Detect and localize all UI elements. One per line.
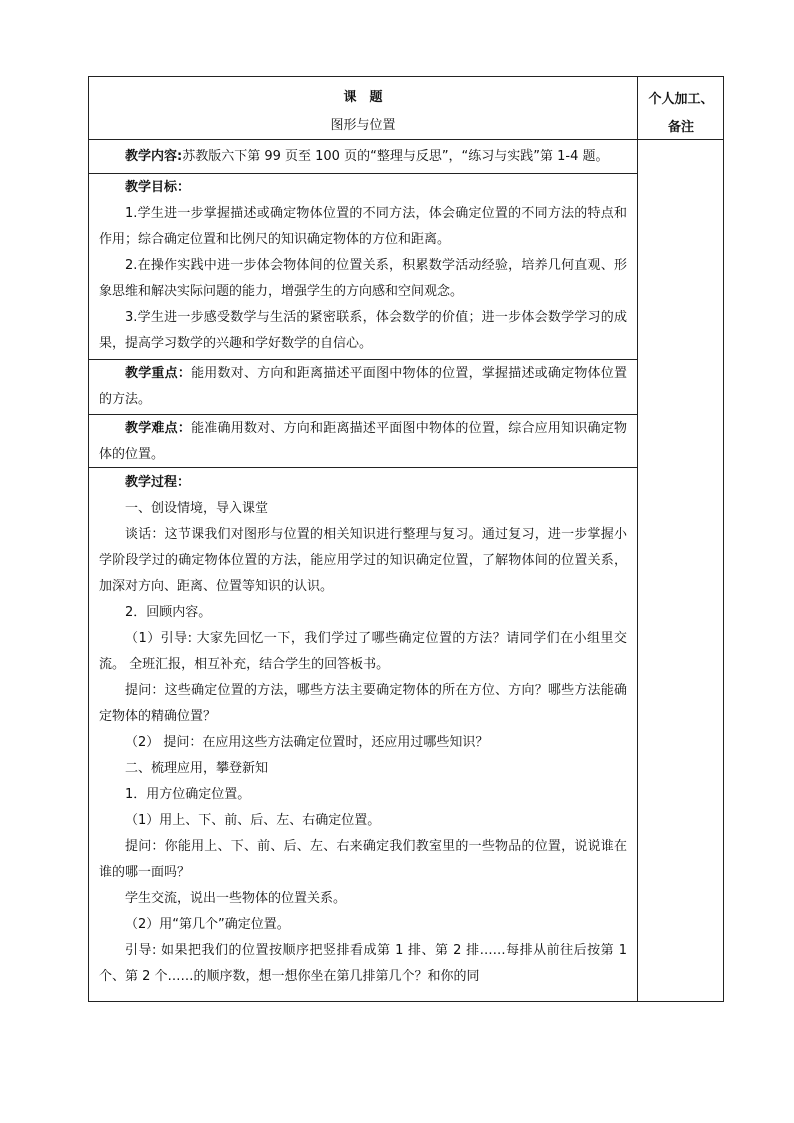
goals-label: 教学目标：: [125, 180, 191, 195]
course-title: 图形与位置: [330, 118, 396, 133]
row-divider: [89, 467, 637, 468]
difficulty-cell: [89, 416, 637, 468]
process-label: 教学过程：: [125, 475, 191, 490]
row-divider: [89, 414, 637, 415]
process-paragraph: 二、梳理应用，攀登新知: [125, 761, 269, 776]
goals-cell: [89, 175, 637, 357]
process-paragraph: 1．用方位确定位置。: [125, 787, 251, 802]
content-label: 教学内容:: [125, 149, 183, 164]
side-header-label-1: 个人加工、: [648, 92, 714, 107]
difficulty-label: 教学难点：: [125, 421, 192, 436]
row-divider: [637, 139, 724, 140]
process-paragraph: 学生交流，说出一些物体的位置关系。: [125, 891, 347, 906]
lesson-plan-table: [88, 76, 724, 1002]
process-paragraph: 一、创设情境，导入课堂: [125, 501, 269, 516]
goal-item: 3.学生进一步感受数学与生活的紧密联系，体会数学的价值；进一步体会数学学习的成果，提高学习数学的兴趣和学好数学的自信心。: [99, 310, 627, 351]
goal-item: 1.学生进一步掌握描述或确定物体位置的不同方法，体会确定位置的不同方法的特点和作用；综合确定位置和比例尺的知识确定物体的方位和距离。: [99, 206, 627, 247]
row-divider: [89, 139, 637, 140]
process-paragraph: 引导: 如果把我们的位置按顺序把竖排看成第 1 排、第 2 排……每排从前往后按第 1 个、第 2 个……的顺序数，想一想你坐在第几排第几个？和你的同: [99, 943, 627, 984]
course-label: 课 题: [343, 90, 383, 105]
key-point-text: 能用数对、方向和距离描述平面图中物体的位置，掌握描述或确定物体位置的方法。: [99, 366, 627, 407]
row-divider: [89, 359, 637, 360]
process-paragraph: 谈话：这节课我们对图形与位置的相关知识进行整理与复习。通过复习，进一步掌握小学阶段学过的确定物体位置的方法，能应用学过的知识确定位置，了解物体间的位置关系，加深对方向、距离、位置等知识的认识。: [99, 527, 627, 594]
key-point-label: 教学重点：: [125, 366, 192, 381]
side-header-label-2: 备注: [667, 120, 694, 135]
process-paragraph: （2） 提问：在应用这些方法确定位置时，还应用过哪些知识？: [125, 735, 489, 750]
process-paragraph: 提问：你能用上、下、前、后、左、右来确定我们教室里的一些物品的位置，说说谁在谁的哪一面吗？: [99, 839, 627, 880]
process-paragraph: （1）引导: 大家先回忆一下，我们学过了哪些确定位置的方法？请同学们在小组里交流。 全班汇报，相互补充，结合学生的回答板书。: [99, 631, 627, 672]
content-text: 苏教版六下第 99 页至 100 页的“整理与反思”，“练习与实践”第 1-4 题。: [182, 149, 609, 164]
difficulty-text: 能准确用数对、方向和距离描述平面图中物体的位置，综合应用知识确定物体的位置。: [99, 421, 627, 462]
column-divider: [637, 77, 638, 1001]
content-cell: [89, 144, 637, 170]
process-cell: [89, 470, 637, 990]
process-paragraph: （2）用“第几个”确定位置。: [125, 917, 290, 932]
process-paragraph: （1）用上、下、前、后、左、右确定位置。: [125, 813, 381, 828]
key-point-cell: [89, 361, 637, 413]
row-divider: [89, 173, 637, 174]
goal-item: 2.在操作实践中进一步体会物体间的位置关系，积累数学活动经验，培养几何直观、形象思维和解决实际问题的能力，增强学生的方向感和空间观念。: [99, 258, 627, 299]
process-paragraph: 提问：这些确定位置的方法，哪些方法主要确定物体的所在方位、方向？哪些方法能确定物体的精确位置？: [99, 683, 627, 724]
process-paragraph: 2．回顾内容。: [125, 605, 212, 620]
